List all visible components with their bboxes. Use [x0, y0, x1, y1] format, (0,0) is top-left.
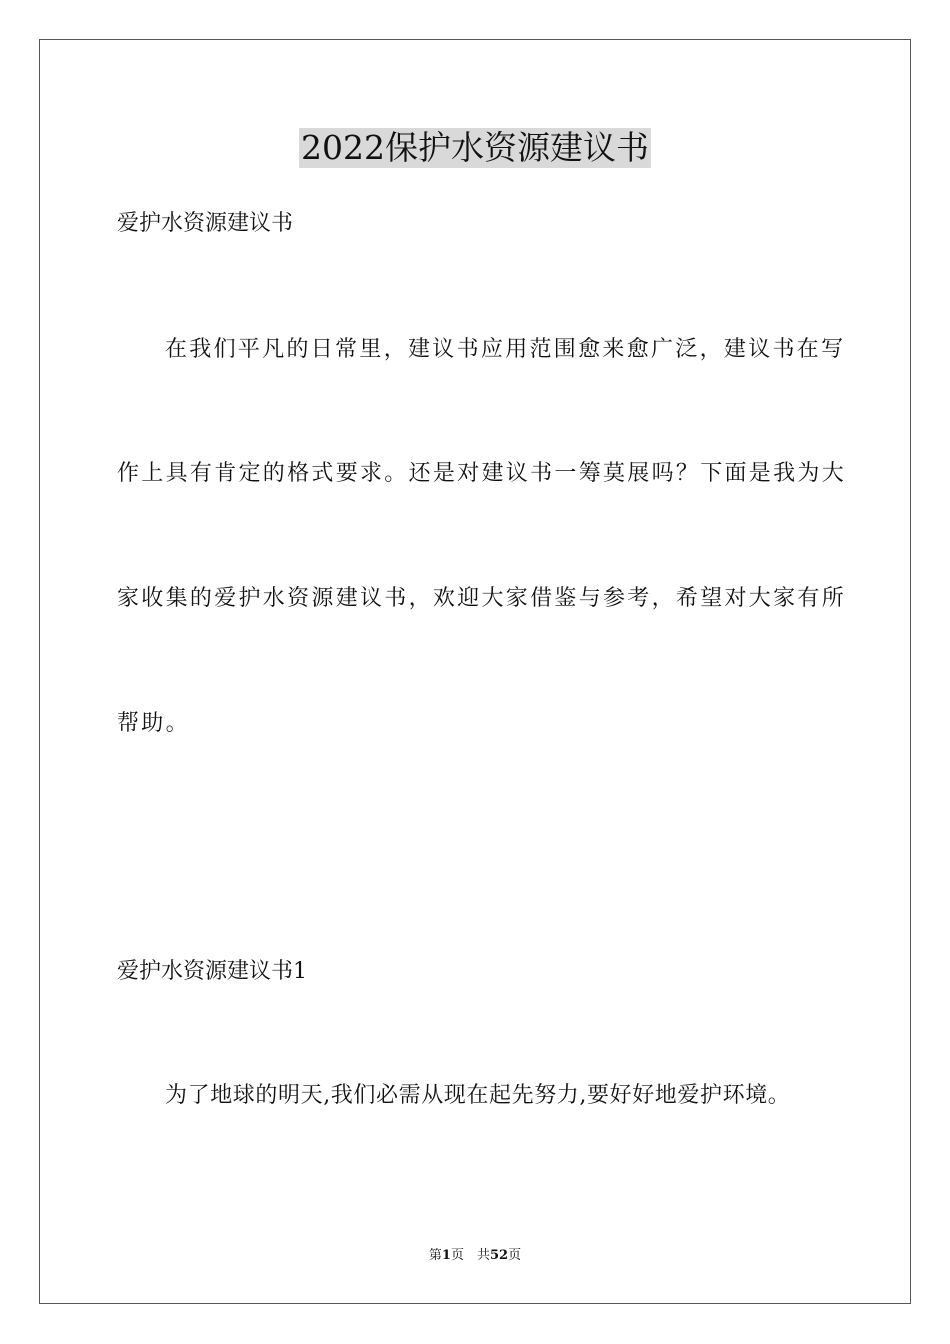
- intro-line-3: 家收集的爱护水资源建议书，欢迎大家借鉴与参考，希望对大家有所: [117, 586, 847, 611]
- footer-suffix: 页: [508, 1248, 522, 1263]
- footer-middle: 页 共: [450, 1248, 490, 1263]
- section-line-1: 为了地球的明天,我们必需从现在起先努力,要好好地爱护环境。: [165, 1083, 791, 1108]
- intro-line-4: 帮助。: [117, 711, 190, 736]
- intro-line-1: 在我们平凡的日常里，建议书应用范围愈来愈广泛，建议书在写: [165, 337, 846, 362]
- footer-prefix: 第: [428, 1248, 442, 1263]
- footer-total-pages: 52: [489, 1248, 509, 1263]
- intro-line-2: 作上具有肯定的格式要求。还是对建议书一筹莫展吗？下面是我为大: [117, 461, 847, 486]
- document-subtitle: 爱护水资源建议书: [117, 211, 294, 236]
- page-footer: [0, 1247, 950, 1265]
- section-heading: 爱护水资源建议书1: [117, 959, 307, 984]
- footer-page-number: 1: [441, 1248, 451, 1263]
- title-container: [0, 128, 950, 168]
- document-title: 2022保护水资源建议书: [301, 128, 649, 167]
